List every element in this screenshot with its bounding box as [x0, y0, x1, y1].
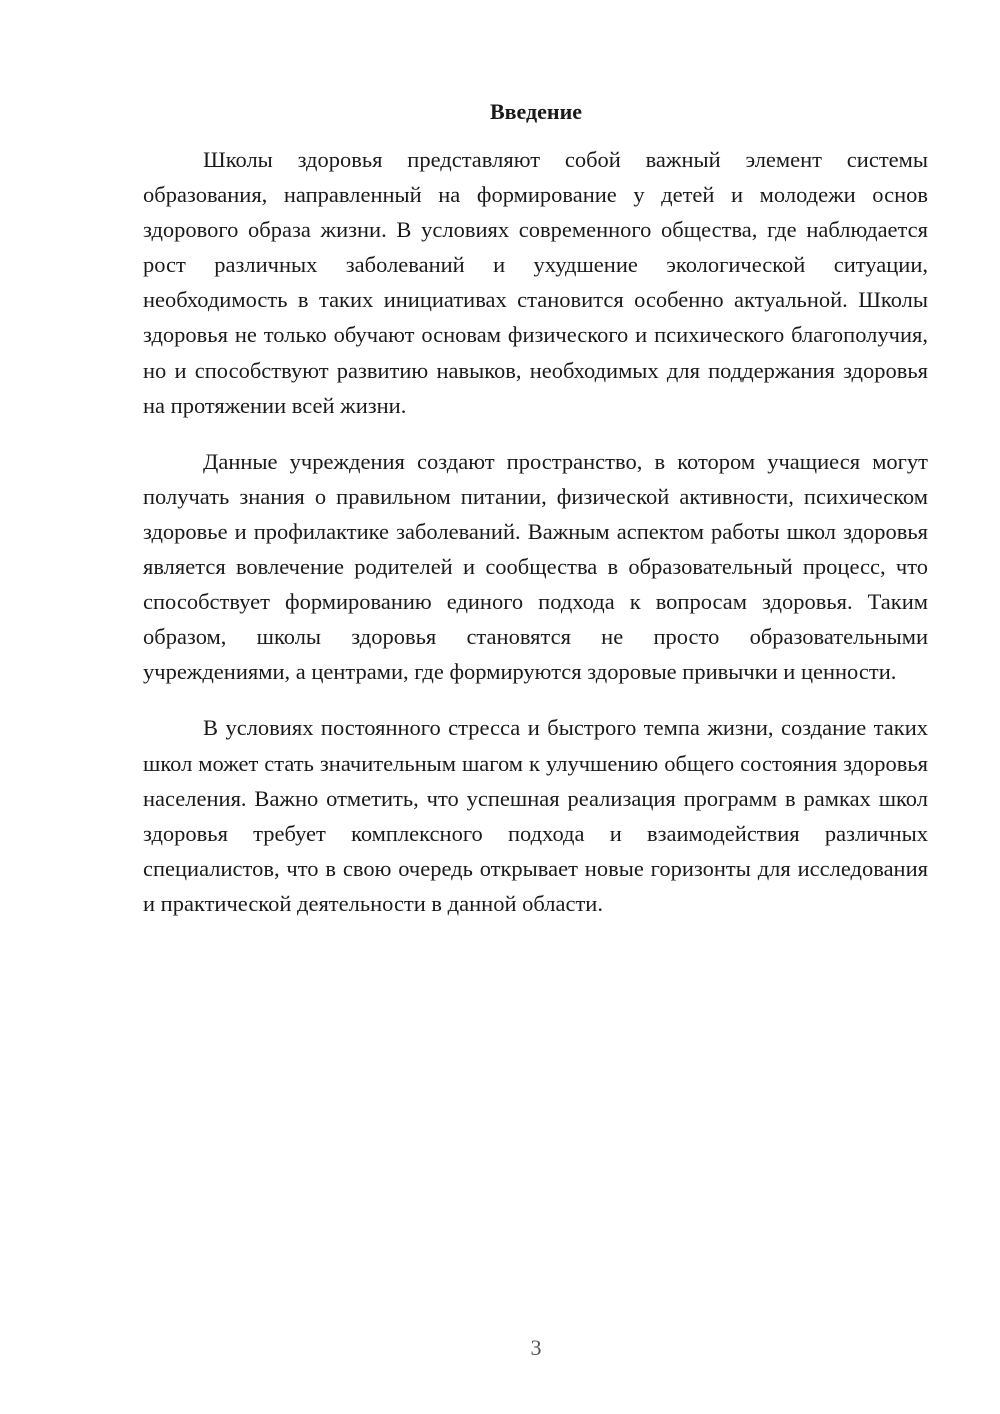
- paragraph-3: В условиях постоянного стресса и быстрого темпа жизни, создание таких школ может стать значительным шагом к улучшению общего состояния здоровья населения. Важно отметить, что успешная реализация программ в рамках школ здоровья требует комплексного подхода и взаимодействия различных специалистов, что в свою очередь открывает новые горизонты для исследования и практической деятельности в данной области.: [143, 715, 928, 916]
- section-title: Введение: [489, 99, 583, 124]
- paragraph-1: Школы здоровья представляют собой важный элемент системы образования, направленный на формирование у детей и молодежи основ здорового образа жизни. В условиях современного общества, где наблюдается рост различных заболеваний и ухудшение экологической ситуации, необходимость в таких инициативах становится особенно актуальной. Школы здоровья не только обучают основам физического и психического благополучия, но и способствуют развитию навыков, необходимых для поддержания здоровья на протяжении всей жизни.: [143, 147, 928, 418]
- page-number: 3: [530, 1335, 542, 1360]
- body-text: [143, 142, 928, 942]
- paragraph-2: Данные учреждения создают пространство, в котором учащиеся могут получать знания о правильном питании, физической активности, психическом здоровье и профилактике заболеваний. Важным аспектом работы школ здоровья является вовлечение родителей и сообщества в образовательный процесс, что способствует формированию единого подхода к вопросам здоровья. Таким образом, школы здоровья становятся не просто образовательными учреждениями, а центрами, где формируются здоровые привычки и ценности.: [143, 448, 928, 685]
